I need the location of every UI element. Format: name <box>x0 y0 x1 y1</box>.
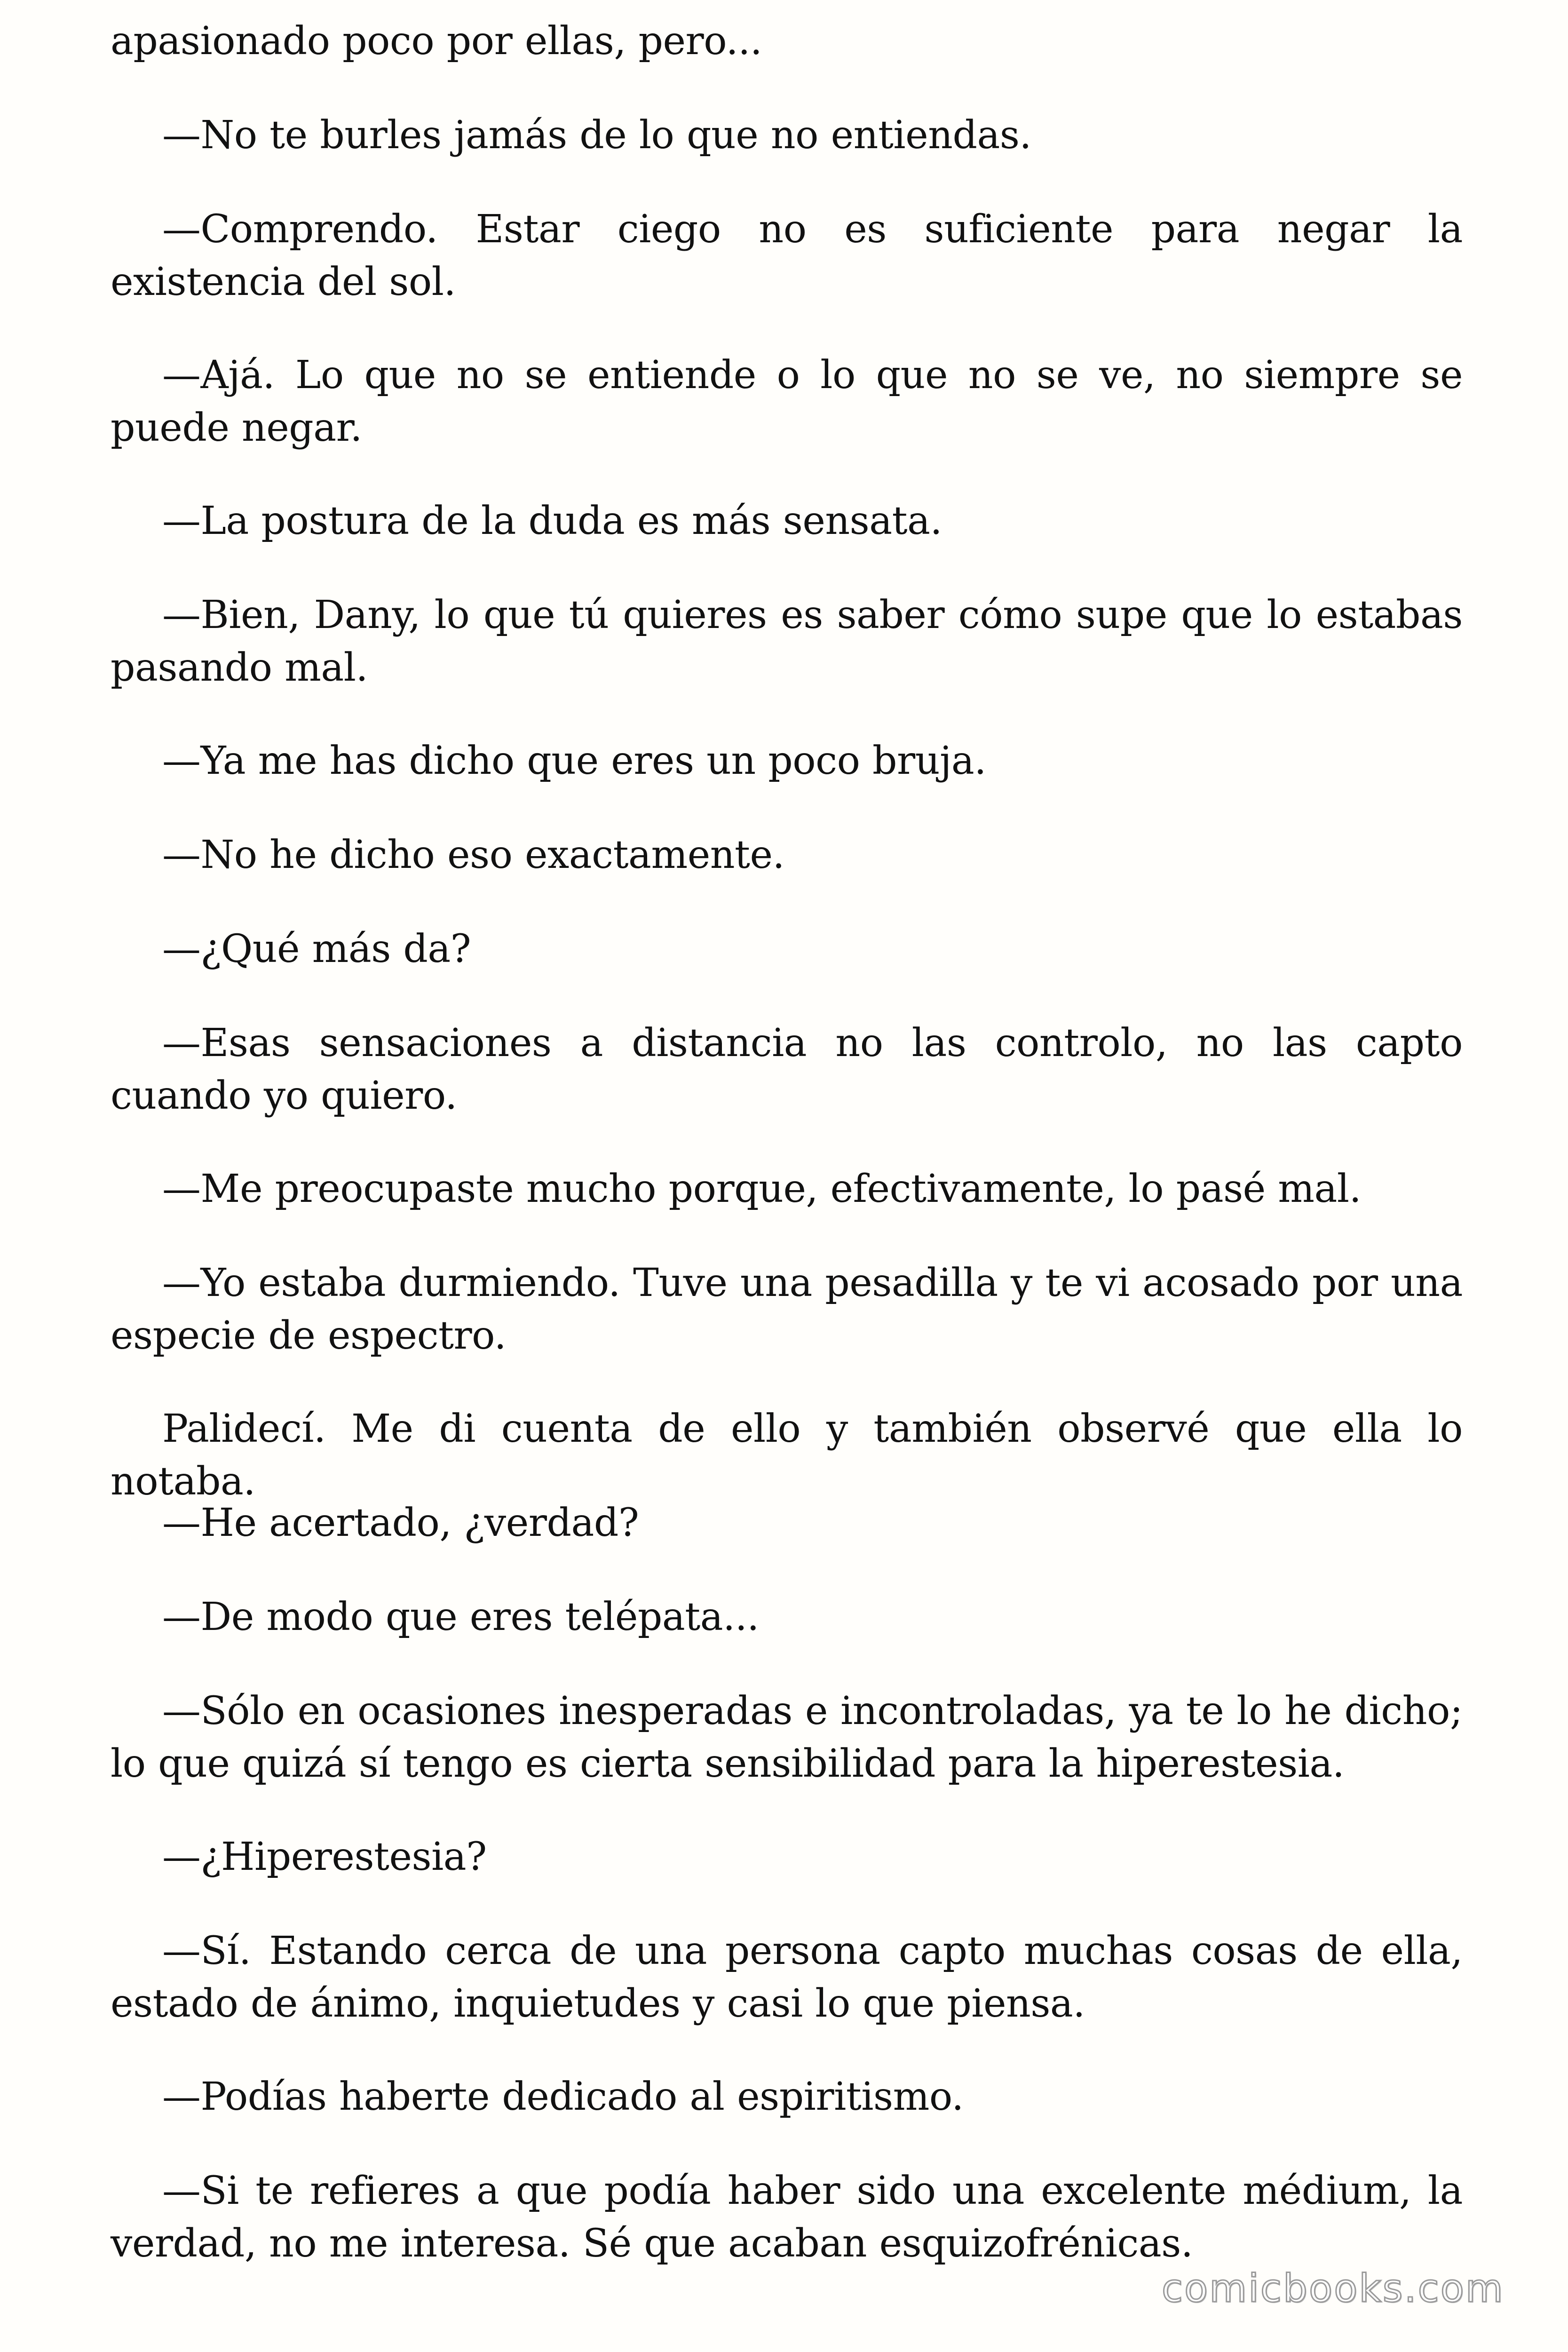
paragraph-15: —De modo que eres telépata... <box>162 1595 759 1639</box>
paragraph-5: —La postura de la duda es más sensata. <box>162 499 942 543</box>
paragraph-9: —¿Qué más da? <box>162 927 471 971</box>
paragraph-4: —Ajá. Lo que no se entiende o lo que no se ve, no siempre se puede negar. <box>111 353 1463 450</box>
paragraph-7: —Ya me has dicho que eres un poco bruja. <box>162 739 986 783</box>
paragraph-20: —Si te refieres a que podía haber sido una excelente médium, la verdad, no me interesa. Sé que acaban esquizofrénicas. <box>111 2169 1463 2266</box>
paragraph-11: —Me preocupaste mucho porque, efectivamente, lo pasé mal. <box>162 1167 1362 1211</box>
paragraph-10: —Esas sensaciones a distancia no las controlo, no las capto cuando yo quiero. <box>111 1021 1463 1118</box>
paragraph-18: —Sí. Estando cerca de una persona capto muchas cosas de ella, estado de ánimo, inquietudes y casi lo que piensa. <box>111 1929 1463 2026</box>
paragraph-19: —Podías haberte dedicado al espiritismo. <box>162 2074 964 2119</box>
paragraph-8: —No he dicho eso exactamente. <box>162 833 785 877</box>
paragraph-1: apasionado poco por ellas, pero... <box>111 19 762 64</box>
paragraph-13: Palidecí. Me di cuenta de ello y también observé que ella lo notaba. <box>111 1406 1463 1504</box>
paragraph-17: —¿Hiperestesia? <box>162 1835 487 1879</box>
paragraph-16: —Sólo en ocasiones inesperadas e incontroladas, ya te lo he dicho; lo que quizá sí tengo es cierta sensibilidad para la hiperestesia. <box>111 1689 1463 1786</box>
watermark-text: comicbooks.com <box>1162 2266 1505 2311</box>
paragraph-3: —Comprendo. Estar ciego no es suficiente para negar la existencia del sol. <box>111 207 1463 304</box>
paragraph-14: —He acertado, ¿verdad? <box>162 1501 639 1545</box>
paragraph-6: —Bien, Dany, lo que tú quieres es saber cómo supe que lo estabas pasando mal. <box>111 593 1463 690</box>
paragraph-12: —Yo estaba durmiendo. Tuve una pesadilla y te vi acosado por una especie de espectro. <box>111 1261 1463 1358</box>
paragraph-2: —No te burles jamás de lo que no entiendas. <box>162 113 1031 158</box>
